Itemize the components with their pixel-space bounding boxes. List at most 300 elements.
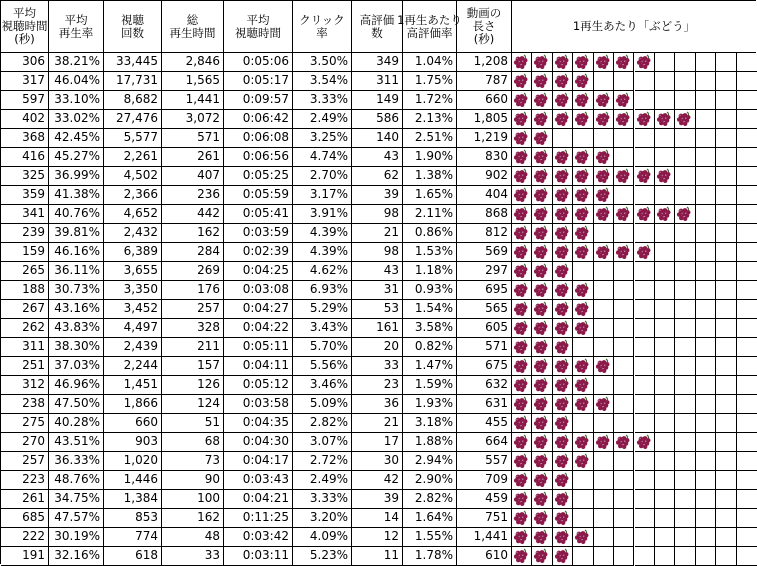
table-cell[interactable]: 162 — [162, 509, 224, 528]
table-cell[interactable]: 0:04:25 — [224, 262, 293, 281]
grape-cell[interactable] — [573, 129, 593, 148]
table-cell[interactable]: 40.76% — [49, 205, 104, 224]
grape-cell[interactable] — [512, 509, 532, 528]
grape-cell[interactable] — [716, 281, 736, 300]
grape-cell[interactable] — [696, 452, 716, 471]
grape-cell[interactable] — [696, 205, 716, 224]
table-cell[interactable]: 14 — [352, 509, 403, 528]
table-cell[interactable]: 124 — [162, 395, 224, 414]
grape-cell[interactable] — [655, 338, 675, 357]
grape-cell[interactable] — [737, 91, 757, 110]
grape-cell[interactable] — [553, 300, 573, 319]
grape-cell[interactable] — [716, 53, 736, 72]
grape-cell[interactable] — [635, 262, 655, 281]
table-cell[interactable]: 557 — [457, 452, 512, 471]
grape-cell[interactable] — [573, 338, 593, 357]
table-cell[interactable]: 1.90% — [403, 148, 457, 167]
grape-cell[interactable] — [716, 490, 736, 509]
table-cell[interactable]: 36 — [352, 395, 403, 414]
grape-cell[interactable] — [696, 91, 716, 110]
table-cell[interactable]: 2,432 — [104, 224, 162, 243]
grape-cell[interactable] — [614, 167, 634, 186]
table-cell[interactable]: 2.72% — [293, 452, 352, 471]
grape-cell[interactable] — [675, 471, 695, 490]
grape-cell[interactable] — [594, 148, 614, 167]
grape-cell[interactable] — [553, 338, 573, 357]
table-cell[interactable]: 0:03:58 — [224, 395, 293, 414]
grape-cell[interactable] — [573, 262, 593, 281]
table-cell[interactable]: 1.93% — [403, 395, 457, 414]
table-cell[interactable]: 261 — [1, 490, 49, 509]
table-cell[interactable]: 402 — [1, 110, 49, 129]
table-cell[interactable]: 17,731 — [104, 72, 162, 91]
grape-cell[interactable] — [614, 490, 634, 509]
table-cell[interactable]: 664 — [457, 433, 512, 452]
column-header[interactable] — [352, 1, 403, 53]
grape-cell[interactable] — [635, 490, 655, 509]
table-cell[interactable]: 261 — [162, 148, 224, 167]
grape-cell[interactable] — [594, 433, 614, 452]
table-cell[interactable]: 0.82% — [403, 338, 457, 357]
grape-cell[interactable] — [655, 148, 675, 167]
table-cell[interactable]: 1,805 — [457, 110, 512, 129]
grape-cell[interactable] — [512, 72, 532, 91]
grape-cell[interactable] — [614, 186, 634, 205]
grape-cell[interactable] — [573, 471, 593, 490]
table-cell[interactable]: 126 — [162, 376, 224, 395]
grape-cell[interactable] — [532, 91, 552, 110]
table-cell[interactable]: 21 — [352, 414, 403, 433]
column-header[interactable] — [293, 1, 352, 53]
grape-cell[interactable] — [594, 490, 614, 509]
grape-cell[interactable] — [512, 490, 532, 509]
table-cell[interactable]: 0:02:39 — [224, 243, 293, 262]
grape-cell[interactable] — [594, 281, 614, 300]
grape-cell[interactable] — [737, 53, 757, 72]
table-cell[interactable]: 43.83% — [49, 319, 104, 338]
table-cell[interactable]: 774 — [104, 528, 162, 547]
table-cell[interactable]: 442 — [162, 205, 224, 224]
grape-cell[interactable] — [573, 433, 593, 452]
table-cell[interactable]: 3.20% — [293, 509, 352, 528]
table-cell[interactable]: 311 — [352, 72, 403, 91]
table-cell[interactable]: 149 — [352, 91, 403, 110]
grape-cell[interactable] — [655, 129, 675, 148]
grape-cell[interactable] — [737, 357, 757, 376]
grape-cell[interactable] — [737, 319, 757, 338]
grape-cell[interactable] — [655, 490, 675, 509]
grape-cell[interactable] — [573, 395, 593, 414]
table-cell[interactable]: 223 — [1, 471, 49, 490]
table-cell[interactable]: 368 — [1, 129, 49, 148]
grape-cell[interactable] — [512, 338, 532, 357]
table-cell[interactable]: 265 — [1, 262, 49, 281]
table-cell[interactable]: 571 — [457, 338, 512, 357]
grape-cell[interactable] — [573, 376, 593, 395]
grape-cell[interactable] — [737, 433, 757, 452]
table-cell[interactable]: 0:05:06 — [224, 53, 293, 72]
grape-cell[interactable] — [675, 452, 695, 471]
grape-cell[interactable] — [655, 528, 675, 547]
grape-cell[interactable] — [594, 91, 614, 110]
table-cell[interactable]: 73 — [162, 452, 224, 471]
grape-cell[interactable] — [675, 110, 695, 129]
table-cell[interactable]: 5.23% — [293, 547, 352, 566]
table-cell[interactable]: 3.18% — [403, 414, 457, 433]
grape-cell[interactable] — [675, 262, 695, 281]
table-cell[interactable]: 0.86% — [403, 224, 457, 243]
table-cell[interactable]: 43 — [352, 262, 403, 281]
grape-cell[interactable] — [614, 357, 634, 376]
grape-cell[interactable] — [737, 395, 757, 414]
table-cell[interactable]: 275 — [1, 414, 49, 433]
grape-cell[interactable] — [594, 547, 614, 566]
table-cell[interactable]: 2.49% — [293, 110, 352, 129]
grape-cell[interactable] — [573, 91, 593, 110]
grape-cell[interactable] — [512, 319, 532, 338]
grape-cell[interactable] — [716, 338, 736, 357]
table-cell[interactable]: 317 — [1, 72, 49, 91]
grape-cell[interactable] — [716, 547, 736, 566]
grape-cell[interactable] — [512, 547, 532, 566]
table-cell[interactable]: 1,441 — [457, 528, 512, 547]
grape-cell[interactable] — [512, 433, 532, 452]
table-cell[interactable]: 1,208 — [457, 53, 512, 72]
table-cell[interactable]: 4.74% — [293, 148, 352, 167]
table-cell[interactable]: 3.17% — [293, 186, 352, 205]
table-cell[interactable]: 1.78% — [403, 547, 457, 566]
grape-cell[interactable] — [696, 338, 716, 357]
grape-cell[interactable] — [573, 452, 593, 471]
grape-cell[interactable] — [614, 243, 634, 262]
table-cell[interactable]: 42.45% — [49, 129, 104, 148]
grape-cell[interactable] — [675, 281, 695, 300]
table-cell[interactable]: 176 — [162, 281, 224, 300]
grape-cell[interactable] — [614, 414, 634, 433]
grape-cell[interactable] — [737, 547, 757, 566]
table-cell[interactable]: 1.88% — [403, 433, 457, 452]
table-cell[interactable]: 660 — [457, 91, 512, 110]
table-cell[interactable]: 2,244 — [104, 357, 162, 376]
grape-cell[interactable] — [655, 300, 675, 319]
grape-cell[interactable] — [573, 281, 593, 300]
grape-cell[interactable] — [614, 528, 634, 547]
grape-cell[interactable] — [635, 53, 655, 72]
grape-cell[interactable] — [594, 452, 614, 471]
grape-cell[interactable] — [614, 376, 634, 395]
grape-cell[interactable] — [614, 91, 634, 110]
grape-cell[interactable] — [716, 72, 736, 91]
grape-cell[interactable] — [573, 186, 593, 205]
grape-cell[interactable] — [635, 205, 655, 224]
table-cell[interactable]: 407 — [162, 167, 224, 186]
grape-cell[interactable] — [532, 452, 552, 471]
grape-cell[interactable] — [512, 186, 532, 205]
table-cell[interactable]: 42 — [352, 471, 403, 490]
grape-cell[interactable] — [512, 91, 532, 110]
table-cell[interactable]: 1,446 — [104, 471, 162, 490]
grape-cell[interactable] — [655, 547, 675, 566]
table-cell[interactable]: 0.93% — [403, 281, 457, 300]
table-cell[interactable]: 3.58% — [403, 319, 457, 338]
grape-cell[interactable] — [696, 72, 716, 91]
table-cell[interactable]: 5.56% — [293, 357, 352, 376]
grape-cell[interactable] — [716, 376, 736, 395]
grape-cell[interactable] — [614, 72, 634, 91]
table-cell[interactable]: 416 — [1, 148, 49, 167]
table-cell[interactable]: 0:04:30 — [224, 433, 293, 452]
table-cell[interactable]: 161 — [352, 319, 403, 338]
table-cell[interactable]: 2.94% — [403, 452, 457, 471]
table-cell[interactable]: 2.82% — [403, 490, 457, 509]
grape-cell[interactable] — [635, 72, 655, 91]
table-cell[interactable]: 0:04:17 — [224, 452, 293, 471]
table-cell[interactable]: 1.04% — [403, 53, 457, 72]
grape-cell[interactable] — [696, 110, 716, 129]
grape-cell[interactable] — [614, 547, 634, 566]
grape-cell[interactable] — [655, 91, 675, 110]
grape-cell[interactable] — [675, 528, 695, 547]
grape-cell[interactable] — [716, 357, 736, 376]
table-cell[interactable]: 709 — [457, 471, 512, 490]
table-cell[interactable]: 597 — [1, 91, 49, 110]
table-cell[interactable]: 46.16% — [49, 243, 104, 262]
table-cell[interactable]: 12 — [352, 528, 403, 547]
table-cell[interactable]: 37.03% — [49, 357, 104, 376]
grape-cell[interactable] — [635, 148, 655, 167]
table-cell[interactable]: 903 — [104, 433, 162, 452]
grape-cell[interactable] — [614, 129, 634, 148]
table-cell[interactable]: 1,384 — [104, 490, 162, 509]
table-cell[interactable]: 23 — [352, 376, 403, 395]
grape-cell[interactable] — [532, 72, 552, 91]
table-cell[interactable]: 0:04:22 — [224, 319, 293, 338]
grape-cell[interactable] — [716, 452, 736, 471]
table-cell[interactable]: 3,350 — [104, 281, 162, 300]
grape-cell[interactable] — [594, 205, 614, 224]
grape-cell[interactable] — [675, 91, 695, 110]
table-cell[interactable]: 571 — [162, 129, 224, 148]
table-cell[interactable]: 404 — [457, 186, 512, 205]
table-cell[interactable]: 4,652 — [104, 205, 162, 224]
grape-cell[interactable] — [716, 224, 736, 243]
grape-cell[interactable] — [675, 433, 695, 452]
grape-cell[interactable] — [675, 243, 695, 262]
grape-cell[interactable] — [716, 395, 736, 414]
grape-cell[interactable] — [696, 357, 716, 376]
grape-cell[interactable] — [696, 281, 716, 300]
table-cell[interactable]: 43 — [352, 148, 403, 167]
grape-cell[interactable] — [696, 376, 716, 395]
table-cell[interactable]: 2.70% — [293, 167, 352, 186]
table-cell[interactable]: 5.70% — [293, 338, 352, 357]
table-cell[interactable]: 34.75% — [49, 490, 104, 509]
grape-cell[interactable] — [737, 471, 757, 490]
grape-cell[interactable] — [532, 243, 552, 262]
grape-cell[interactable] — [716, 471, 736, 490]
table-cell[interactable]: 30.73% — [49, 281, 104, 300]
table-cell[interactable]: 4,497 — [104, 319, 162, 338]
table-cell[interactable]: 0:05:25 — [224, 167, 293, 186]
grape-cell[interactable] — [594, 509, 614, 528]
table-cell[interactable]: 51 — [162, 414, 224, 433]
table-cell[interactable]: 0:03:59 — [224, 224, 293, 243]
table-cell[interactable]: 46.04% — [49, 72, 104, 91]
grape-cell[interactable] — [635, 243, 655, 262]
grape-cell[interactable] — [635, 91, 655, 110]
table-cell[interactable]: 0:06:42 — [224, 110, 293, 129]
grape-cell[interactable] — [532, 414, 552, 433]
grape-cell[interactable] — [737, 509, 757, 528]
table-cell[interactable]: 40.28% — [49, 414, 104, 433]
grape-cell[interactable] — [737, 490, 757, 509]
grape-cell[interactable] — [573, 224, 593, 243]
table-cell[interactable]: 812 — [457, 224, 512, 243]
grape-cell[interactable] — [655, 53, 675, 72]
table-cell[interactable]: 68 — [162, 433, 224, 452]
grape-cell[interactable] — [696, 433, 716, 452]
table-cell[interactable]: 3.50% — [293, 53, 352, 72]
grape-cell[interactable] — [716, 528, 736, 547]
grape-cell[interactable] — [553, 167, 573, 186]
grape-cell[interactable] — [635, 224, 655, 243]
grape-cell[interactable] — [553, 414, 573, 433]
grape-cell[interactable] — [553, 129, 573, 148]
grape-cell[interactable] — [594, 167, 614, 186]
grape-cell[interactable] — [737, 414, 757, 433]
table-cell[interactable]: 48 — [162, 528, 224, 547]
table-cell[interactable]: 853 — [104, 509, 162, 528]
table-cell[interactable]: 4.39% — [293, 224, 352, 243]
grape-cell[interactable] — [696, 547, 716, 566]
table-cell[interactable]: 2.51% — [403, 129, 457, 148]
grape-cell[interactable] — [573, 357, 593, 376]
grape-cell[interactable] — [635, 338, 655, 357]
grape-cell[interactable] — [737, 338, 757, 357]
table-cell[interactable]: 39.81% — [49, 224, 104, 243]
grape-cell[interactable] — [594, 186, 614, 205]
grape-cell[interactable] — [696, 224, 716, 243]
grape-cell[interactable] — [655, 205, 675, 224]
grape-cell[interactable] — [553, 281, 573, 300]
table-cell[interactable]: 157 — [162, 357, 224, 376]
grape-cell[interactable] — [594, 224, 614, 243]
table-cell[interactable]: 1.54% — [403, 300, 457, 319]
table-cell[interactable]: 1.59% — [403, 376, 457, 395]
grape-cell[interactable] — [573, 205, 593, 224]
column-header[interactable] — [224, 1, 293, 53]
grape-cell[interactable] — [532, 547, 552, 566]
grape-cell[interactable] — [737, 205, 757, 224]
table-cell[interactable]: 33 — [162, 547, 224, 566]
table-cell[interactable]: 0:05:12 — [224, 376, 293, 395]
grape-cell[interactable] — [716, 243, 736, 262]
grape-cell[interactable] — [512, 110, 532, 129]
table-cell[interactable]: 39 — [352, 186, 403, 205]
grape-cell[interactable] — [675, 376, 695, 395]
grape-cell[interactable] — [512, 376, 532, 395]
grape-cell[interactable] — [512, 281, 532, 300]
grape-cell[interactable] — [594, 319, 614, 338]
table-cell[interactable]: 1,219 — [457, 129, 512, 148]
grape-cell[interactable] — [532, 509, 552, 528]
table-cell[interactable]: 6.93% — [293, 281, 352, 300]
grape-cell[interactable] — [716, 300, 736, 319]
grape-cell[interactable] — [737, 72, 757, 91]
table-cell[interactable]: 284 — [162, 243, 224, 262]
grape-cell[interactable] — [696, 148, 716, 167]
grape-cell[interactable] — [532, 300, 552, 319]
grape-cell[interactable] — [532, 528, 552, 547]
grape-cell[interactable] — [512, 395, 532, 414]
grape-cell[interactable] — [655, 72, 675, 91]
grape-cell[interactable] — [573, 148, 593, 167]
grape-cell[interactable] — [696, 167, 716, 186]
grape-cell[interactable] — [573, 72, 593, 91]
grape-cell[interactable] — [594, 528, 614, 547]
grape-cell[interactable] — [696, 262, 716, 281]
table-cell[interactable]: 98 — [352, 243, 403, 262]
table-cell[interactable]: 269 — [162, 262, 224, 281]
grape-cell[interactable] — [553, 319, 573, 338]
grape-cell[interactable] — [573, 509, 593, 528]
grape-cell[interactable] — [737, 243, 757, 262]
grape-cell[interactable] — [614, 319, 634, 338]
grape-cell[interactable] — [696, 53, 716, 72]
table-cell[interactable]: 341 — [1, 205, 49, 224]
grape-cell[interactable] — [512, 528, 532, 547]
grape-cell[interactable] — [553, 224, 573, 243]
table-cell[interactable]: 20 — [352, 338, 403, 357]
grape-cell[interactable] — [696, 528, 716, 547]
grape-cell[interactable] — [655, 262, 675, 281]
grape-cell[interactable] — [512, 205, 532, 224]
grape-cell[interactable] — [594, 72, 614, 91]
table-cell[interactable]: 41.38% — [49, 186, 104, 205]
grape-cell[interactable] — [635, 395, 655, 414]
grape-cell[interactable] — [614, 53, 634, 72]
grape-cell[interactable] — [553, 490, 573, 509]
grape-cell[interactable] — [675, 414, 695, 433]
table-cell[interactable]: 236 — [162, 186, 224, 205]
grape-cell[interactable] — [532, 262, 552, 281]
grape-cell[interactable] — [716, 262, 736, 281]
grape-cell[interactable] — [532, 129, 552, 148]
table-cell[interactable]: 30.19% — [49, 528, 104, 547]
column-header[interactable] — [104, 1, 162, 53]
grape-cell[interactable] — [737, 224, 757, 243]
grape-cell[interactable] — [553, 528, 573, 547]
table-cell[interactable]: 3.43% — [293, 319, 352, 338]
grape-cell[interactable] — [716, 148, 736, 167]
table-cell[interactable]: 2.49% — [293, 471, 352, 490]
grape-cell[interactable] — [553, 433, 573, 452]
grape-cell[interactable] — [655, 471, 675, 490]
table-cell[interactable]: 17 — [352, 433, 403, 452]
table-cell[interactable]: 33,445 — [104, 53, 162, 72]
grape-cell[interactable] — [716, 205, 736, 224]
grape-cell[interactable] — [532, 186, 552, 205]
table-cell[interactable]: 32.16% — [49, 547, 104, 566]
grape-cell[interactable] — [675, 357, 695, 376]
grape-cell[interactable] — [675, 72, 695, 91]
grape-cell[interactable] — [532, 490, 552, 509]
table-cell[interactable]: 0:05:41 — [224, 205, 293, 224]
grape-cell[interactable] — [532, 376, 552, 395]
table-cell[interactable]: 90 — [162, 471, 224, 490]
table-cell[interactable]: 1,451 — [104, 376, 162, 395]
grape-cell[interactable] — [737, 452, 757, 471]
